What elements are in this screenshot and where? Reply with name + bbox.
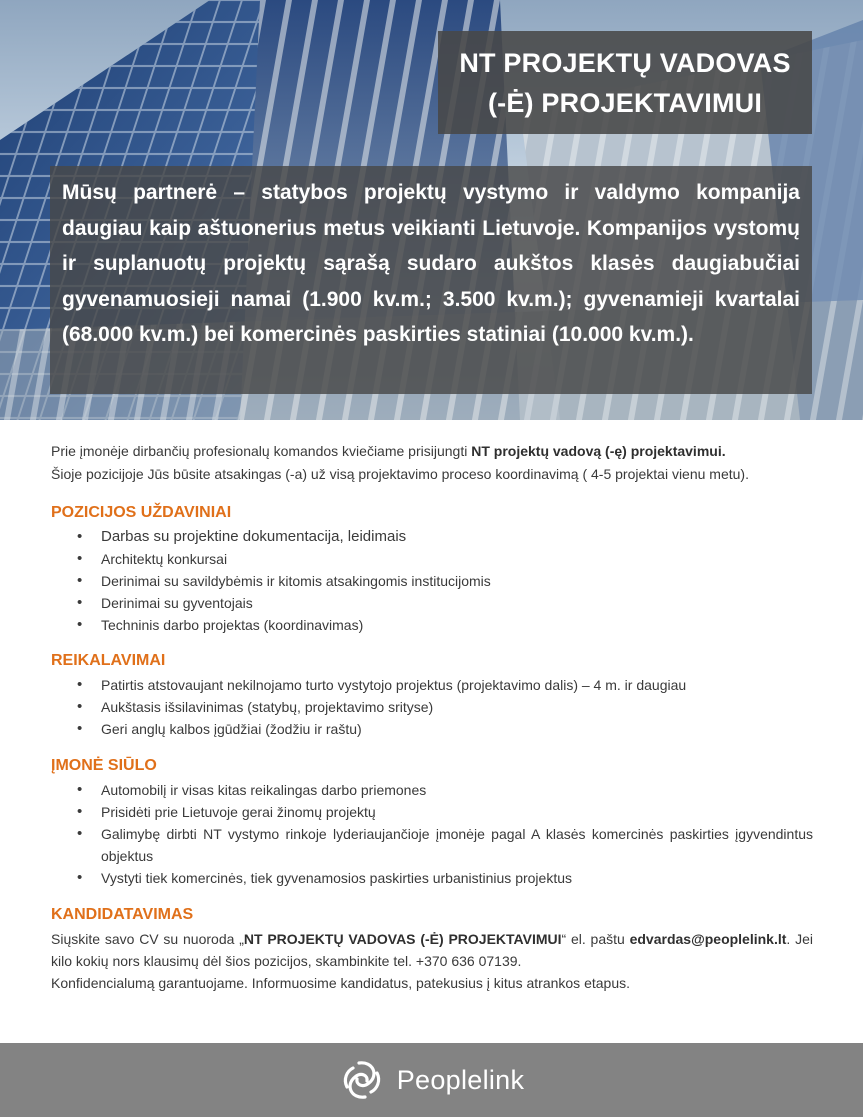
job-title-line1: NT PROJEKTŲ VADOVAS — [459, 47, 791, 78]
job-title-box — [438, 31, 812, 134]
footer-bar — [0, 1043, 863, 1117]
apply-instructions — [51, 928, 813, 972]
list-item: • Aukštasis išsilavinimas (statybų, projektavimo srityse) — [51, 696, 813, 718]
section-title-apply: KANDIDATAVIMAS — [51, 906, 194, 923]
apply-email-link[interactable]: edvardas@peoplelink.lt — [629, 931, 787, 947]
brand-name: Peoplelink — [396, 1064, 525, 1095]
section-title-tasks: POZICIJOS UŽDAVINIAI — [51, 504, 232, 521]
list-item: • Derinimai su savildybėmis ir kitomis atsakingomis institucijomis — [51, 570, 813, 592]
brand-logo — [339, 1057, 525, 1103]
apply-reference: NT PROJEKTŲ VADOVAS (-Ė) PROJEKTAVIMUI — [243, 931, 562, 947]
job-title-line2: (-Ė) PROJEKTAVIMUI — [487, 87, 763, 118]
list-item: • Techninis darbo projektas (koordinavimas) — [51, 614, 813, 636]
list-item: • Vystyti tiek komercinės, tiek gyvenamosios paskirties urbanistinius projektus — [51, 867, 813, 889]
list-item: • Derinimai su gyventojais — [51, 592, 813, 614]
tasks-list — [51, 526, 813, 636]
section-title-offer: ĮMONĖ SIŪLO — [51, 757, 157, 774]
apply-text-a: Siųskite savo CV su nuoroda „ — [51, 931, 244, 947]
offer-list — [51, 779, 813, 889]
section-title-requirements: REIKALAVIMAI — [51, 652, 166, 669]
apply-text-b: “ el. paštu — [561, 931, 630, 947]
list-item: • Geri anglų kalbos įgūdžiai (žodžiu ir raštu) — [51, 718, 813, 740]
confidentiality-note: Konfidencialumą garantuojame. Informuosime kandidatus, patekusius į kitus atrankos etapus. — [51, 975, 630, 991]
list-item: • Patirtis atstovaujant nekilnojamo turto vystytojo projektus (projektavimo dalis) – 4 m. ir daugiau — [51, 674, 813, 696]
lead-text: Prie įmonėje dirbančių profesionalų komandos kviečiame prisijungti — [51, 443, 472, 459]
job-description — [51, 440, 813, 994]
requirements-list — [51, 674, 813, 740]
apply-text-c: . Jei kilo kokių nors klausimų dėl šios pozicijos, skambinkite tel. +370 636 07139. — [51, 931, 813, 969]
apply-section — [51, 928, 813, 994]
hero-banner — [0, 0, 863, 420]
list-item: • Galimybę dirbti NT vystymo rinkoje lyderiaujančioje įmonėje pagal A klasės komercinės paskirties įgyvendintus objektus — [51, 823, 813, 867]
list-item: • Prisidėti prie Lietuvoje gerai žinomų projektų — [51, 801, 813, 823]
company-intro-text: Mūsų partnerė – statybos projektų vystymo ir valdymo kompanija daugiau kaip aštuonerius metus veikianti Lietuvoje. Kompanijos vystomų ir suplanuotų projektų sąrašą sudaro aukštos klasės daugiabučiai gyvenamuosieji namai (1.900 kv.m.; 3.500 kv.m.); gyvenamieji kvartalai (68.000 kv.m.) bei komercinės paskirties statiniai (10.000 kv.m.). — [62, 181, 800, 346]
company-intro-box — [50, 166, 812, 394]
lead-responsibility: Šioje pozicijoje Jūs būsite atsakingas (-a) už visą projektavimo proceso koordinavimą ( 4-5 projektai vienu metu). — [51, 466, 749, 482]
lead-position-name: NT projektų vadovą (-ę) projektavimui. — [471, 443, 726, 459]
peoplelink-logo-icon — [339, 1057, 385, 1103]
list-item: • Automobilį ir visas kitas reikalingas darbo priemones — [51, 779, 813, 801]
list-item: • Architektų konkursai — [51, 548, 813, 570]
lead-paragraph — [51, 440, 813, 486]
list-item: • Darbas su projektine dokumentacija, leidimais — [51, 526, 813, 548]
